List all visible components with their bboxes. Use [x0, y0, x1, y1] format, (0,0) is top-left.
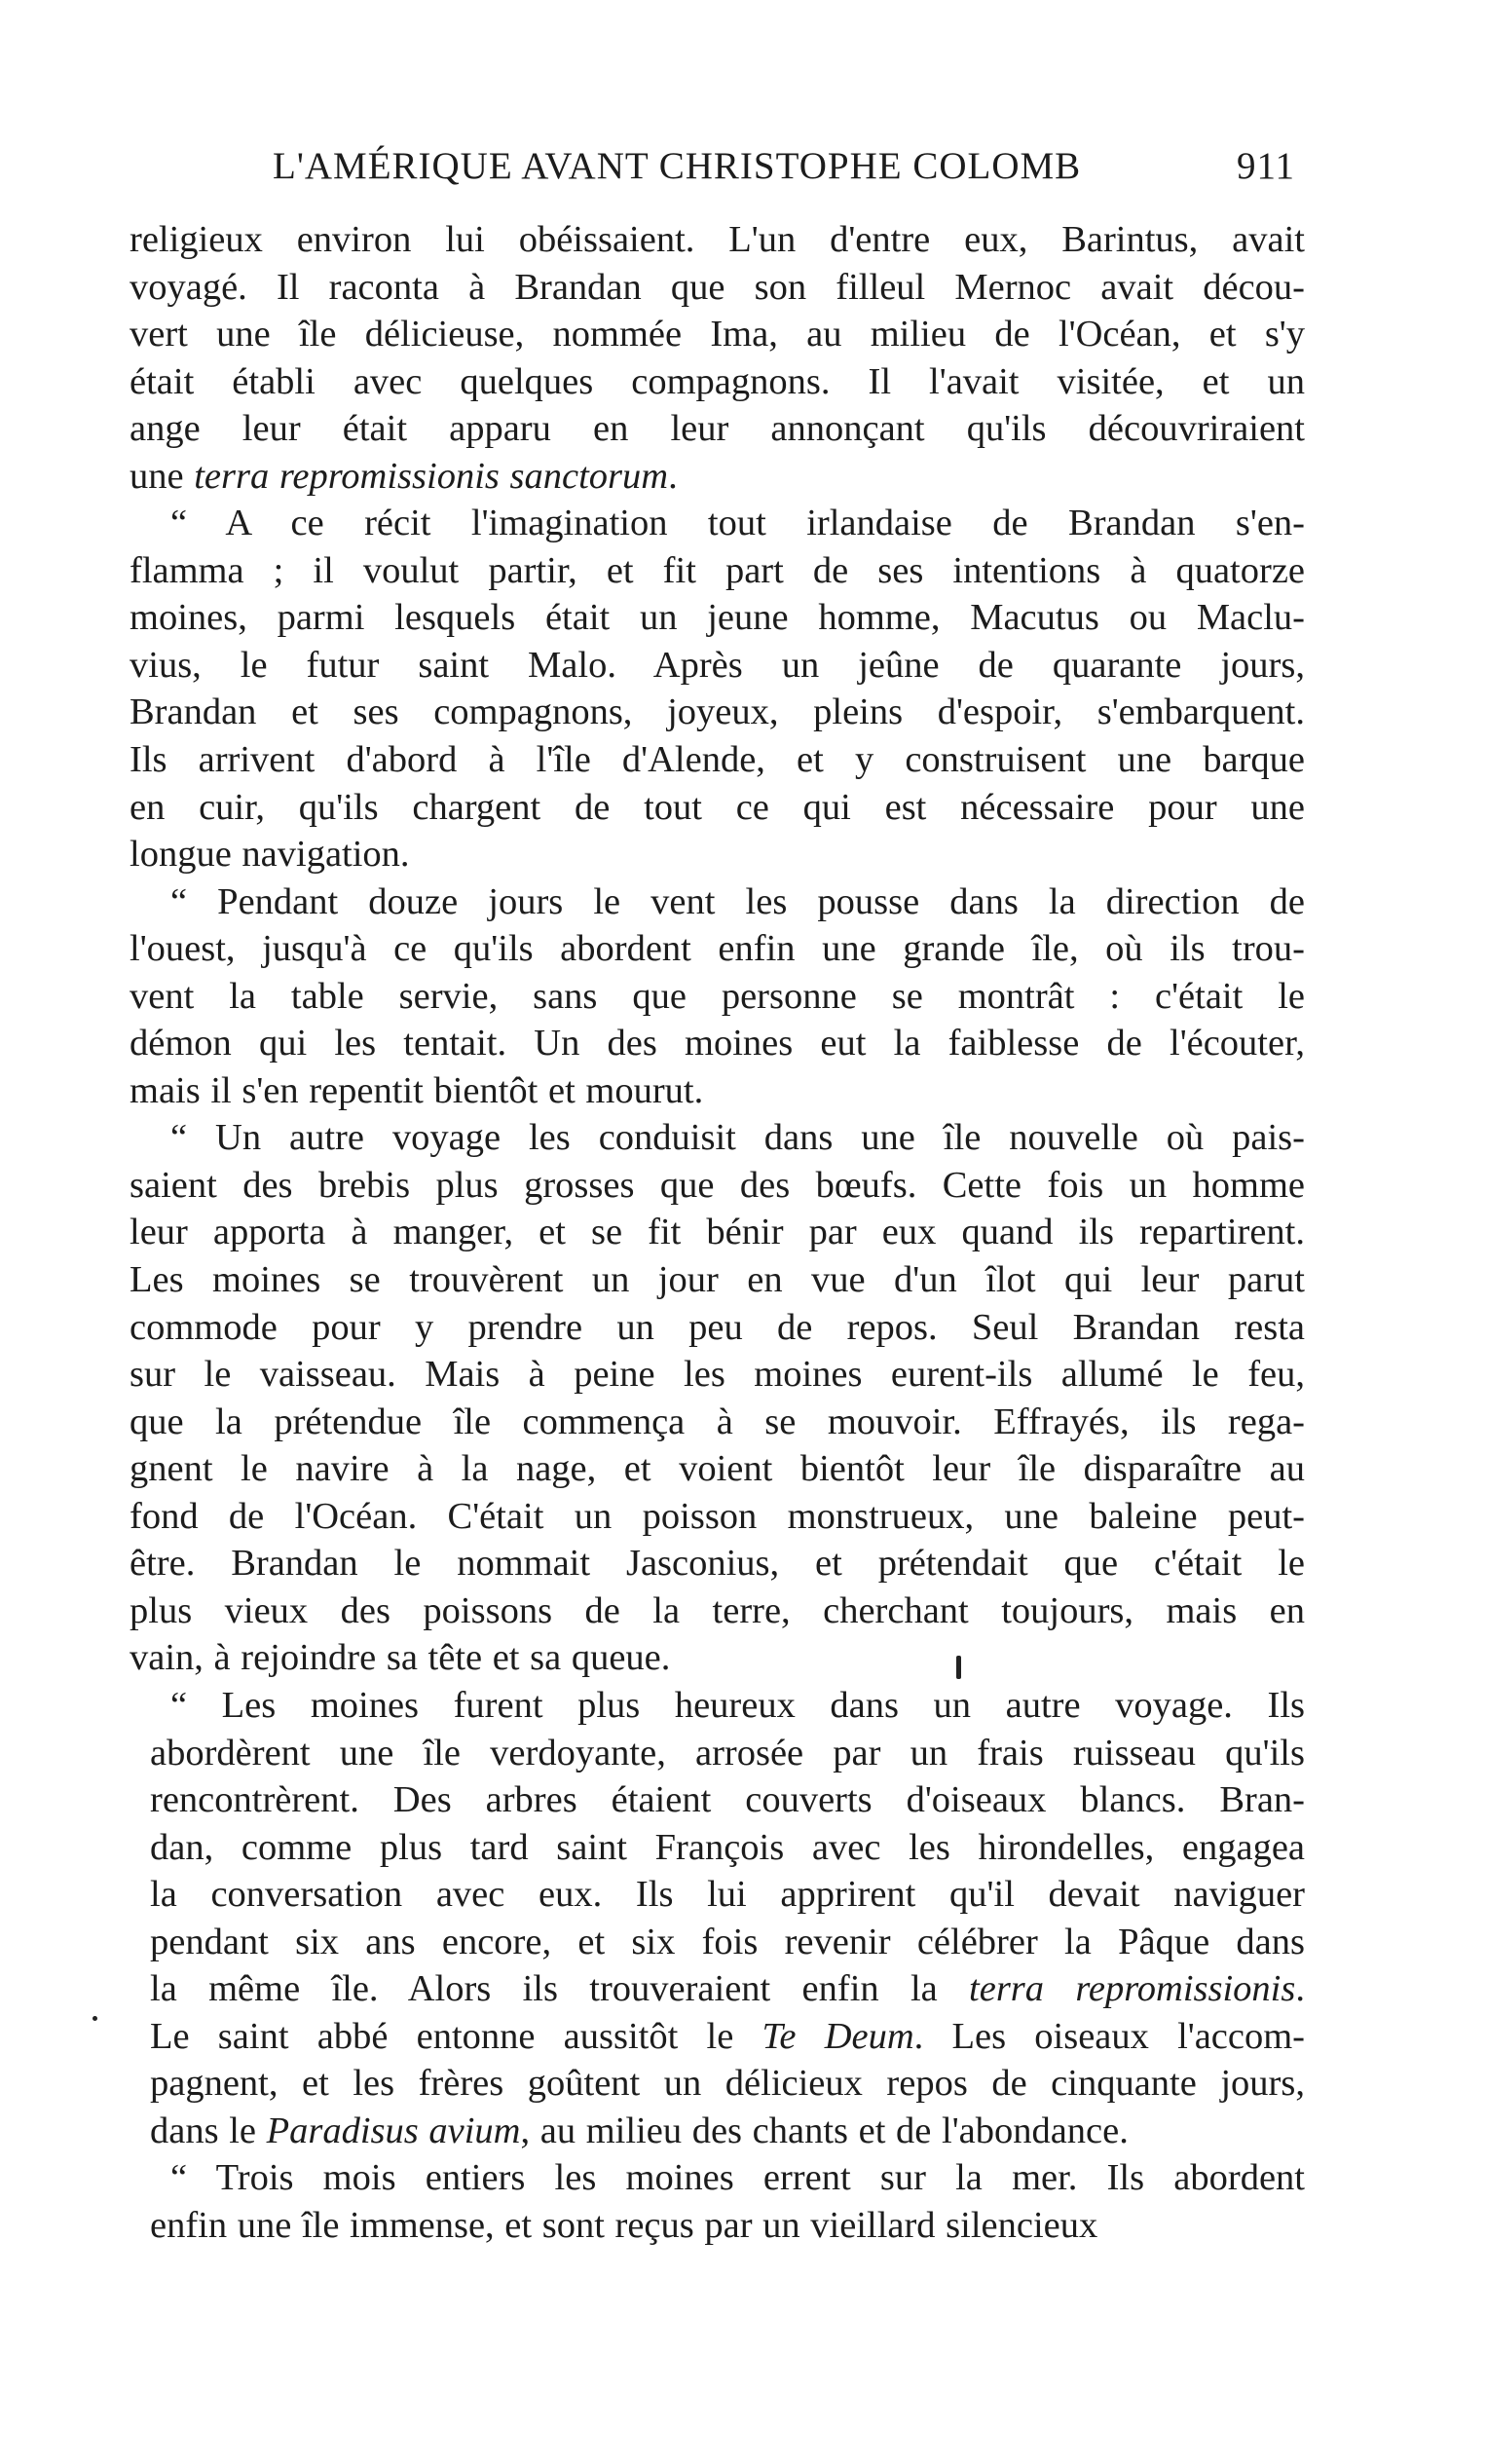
text-line	[130, 500, 1305, 547]
text-line	[130, 1304, 1305, 1352]
text-line	[130, 216, 1305, 264]
text-run: mais il s'en repentit bientôt et mourut.	[130, 1069, 704, 1111]
text-line	[130, 2108, 1305, 2155]
text-run: , au milieu des chants et de l'abondance.	[520, 2109, 1129, 2151]
text-line	[130, 264, 1305, 312]
italic-phrase: Te Deum	[762, 2015, 914, 2057]
text-line	[130, 594, 1305, 642]
text-run: Le saint abbé entonne aussitôt le	[150, 2015, 762, 2057]
text-run: “ Un autre voyage les conduisit dans une île nouvelle où pais-	[170, 1117, 1305, 1159]
text-line	[130, 1209, 1305, 1256]
text-line	[130, 311, 1305, 358]
text-line	[130, 2060, 1305, 2108]
text-run: vain, à rejoindre sa tête et sa queue.	[130, 1637, 671, 1679]
text-run: être. Brandan le nommait Jasconius, et prétendait que c'était le	[130, 1543, 1305, 1585]
text-line	[130, 405, 1305, 453]
text-run: en cuir, qu'ils chargent de tout ce qui est nécessaire pour une	[130, 786, 1305, 828]
text-line	[130, 1445, 1305, 1493]
text-line	[130, 1965, 1305, 2013]
text-line	[130, 925, 1305, 973]
text-line	[130, 784, 1305, 832]
text-line	[130, 1919, 1305, 1966]
text-run: pagnent, et les frères goûtent un délicieux repos de cinquante jours,	[150, 2063, 1305, 2105]
text-run: dans le	[150, 2109, 267, 2151]
text-line	[130, 1067, 1305, 1115]
text-line	[130, 736, 1305, 784]
text-line	[130, 2202, 1305, 2250]
text-line	[130, 1730, 1305, 1777]
italic-phrase: terra repromissionis sanctorum	[194, 455, 669, 497]
text-run: “ A ce récit l'imagination tout irlandaise de Brandan s'en-	[170, 503, 1305, 544]
text-run: vius, le futur saint Malo. Après un jeûne de quarante jours,	[130, 644, 1305, 686]
text-run: gnent le navire à la nage, et voient bientôt leur île disparaître au	[130, 1448, 1305, 1490]
ink-speck	[956, 1656, 961, 1679]
text-run: “ Pendant douze jours le vent les pousse dans la direction de	[170, 880, 1305, 922]
text-line	[130, 1351, 1305, 1399]
text-run: était établi avec quelques compagnons. Il l'avait visitée, et un	[130, 360, 1305, 402]
text-run: fond de l'Océan. C'était un poisson monstrueux, une baleine peut-	[130, 1495, 1305, 1537]
paragraph	[130, 1682, 1305, 2154]
text-run: enfin une île immense, et sont reçus par un vieillard silencieux	[150, 2204, 1098, 2246]
text-line	[130, 358, 1305, 406]
text-line	[130, 1776, 1305, 1824]
text-run: flamma ; il voulut partir, et fit part de ses intentions à quatorze	[130, 549, 1305, 591]
text-run: la conversation avec eux. Ils lui apprirent qu'il devait naviguer	[150, 1874, 1305, 1916]
ink-speck	[93, 2016, 97, 2021]
text-run: abordèrent une île verdoyante, arrosée par un frais ruisseau qu'ils	[150, 1732, 1305, 1773]
text-run: une	[130, 455, 195, 497]
text-run: saient des brebis plus grosses que des bœufs. Cette fois un homme	[130, 1164, 1305, 1206]
text-line	[130, 453, 1305, 501]
text-line	[130, 1824, 1305, 1872]
text-line	[130, 1682, 1305, 1730]
text-line	[130, 973, 1305, 1021]
text-run: démon qui les tentait. Un des moines eut la faiblesse de l'écouter,	[130, 1023, 1305, 1064]
text-run: dan, comme plus tard saint François avec les hirondelles, engagea	[150, 1826, 1305, 1868]
text-run: plus vieux des poissons de la terre, cherchant toujours, mais en	[130, 1589, 1305, 1631]
text-line	[130, 1162, 1305, 1210]
page-number: 911	[1236, 145, 1295, 187]
text-run: . Les oiseaux l'accom-	[913, 2015, 1306, 2057]
text-line	[130, 689, 1305, 736]
text-run: rencontrèrent. Des arbres étaient couverts d'oiseaux blancs. Bran-	[150, 1779, 1305, 1821]
text-line	[130, 1114, 1305, 1162]
text-line	[130, 1256, 1305, 1304]
paragraph	[130, 500, 1305, 877]
text-run: que la prétendue île commença à se mouvoir. Effrayés, ils rega-	[130, 1400, 1305, 1442]
italic-phrase: Paradisus avium	[266, 2109, 521, 2151]
text-run: sur le vaisseau. Mais à peine les moines eurent-ils allumé le feu,	[130, 1354, 1305, 1396]
text-run: ange leur était apparu en leur annonçant qu'ils découvriraient	[130, 408, 1305, 450]
paragraph	[130, 216, 1305, 500]
text-line	[130, 1020, 1305, 1067]
text-line	[130, 831, 1305, 878]
text-run: commode pour y prendre un peu de repos. Seul Brandan resta	[130, 1306, 1305, 1348]
text-line	[130, 1871, 1305, 1919]
text-line	[130, 1399, 1305, 1446]
text-run: Brandan et ses compagnons, joyeux, pleins d'espoir, s'embarquent.	[130, 691, 1305, 733]
text-run: voyagé. Il raconta à Brandan que son filleul Mernoc avait décou-	[130, 266, 1305, 308]
running-head	[273, 144, 1295, 193]
text-line	[130, 1634, 1305, 1682]
text-run: Ils arrivent d'abord à l'île d'Alende, et y construisent une barque	[130, 739, 1305, 781]
text-run: l'ouest, jusqu'à ce qu'ils abordent enfin une grande île, où ils trou-	[130, 928, 1305, 970]
text-line	[130, 1587, 1305, 1635]
running-title: L'AMÉRIQUE AVANT CHRISTOPHE COLOMB	[273, 145, 1082, 187]
text-run: vert une île délicieuse, nommée Ima, au milieu de l'Océan, et s'y	[130, 314, 1305, 355]
text-line	[130, 547, 1305, 595]
text-run: pendant six ans encore, et six fois revenir célébrer la Pâque dans	[150, 1921, 1305, 1962]
text-run: la même île. Alors ils trouveraient enfin la	[150, 1968, 970, 2010]
text-run: vent la table servie, sans que personne se montrât : c'était le	[130, 975, 1305, 1017]
text-line	[130, 1540, 1305, 1587]
text-run: religieux environ lui obéissaient. L'un d'entre eux, Barintus, avait	[130, 219, 1305, 260]
text-line	[130, 1493, 1305, 1541]
paragraph	[130, 878, 1305, 1115]
text-run: leur apporta à manger, et se fit bénir par eux quand ils repartirent.	[130, 1212, 1305, 1253]
paragraph	[130, 1114, 1305, 1682]
text-run: Les moines se trouvèrent un jour en vue d'un îlot qui leur parut	[130, 1259, 1305, 1301]
text-line	[130, 2154, 1305, 2202]
paragraph	[130, 2154, 1305, 2249]
text-line	[130, 878, 1305, 926]
body-text	[130, 216, 1305, 2250]
text-line	[130, 642, 1305, 690]
italic-phrase: terra repromissionis	[969, 1968, 1296, 2010]
text-run: moines, parmi lesquels était un jeune homme, Macutus ou Maclu-	[130, 597, 1305, 639]
text-run: .	[668, 455, 678, 497]
text-run: longue navigation.	[130, 834, 410, 876]
text-run: “ Trois mois entiers les moines errent sur la mer. Ils abordent	[170, 2157, 1305, 2199]
text-line	[130, 2013, 1305, 2061]
text-run: .	[1295, 1968, 1305, 2010]
text-run: “ Les moines furent plus heureux dans un autre voyage. Ils	[170, 1684, 1305, 1726]
